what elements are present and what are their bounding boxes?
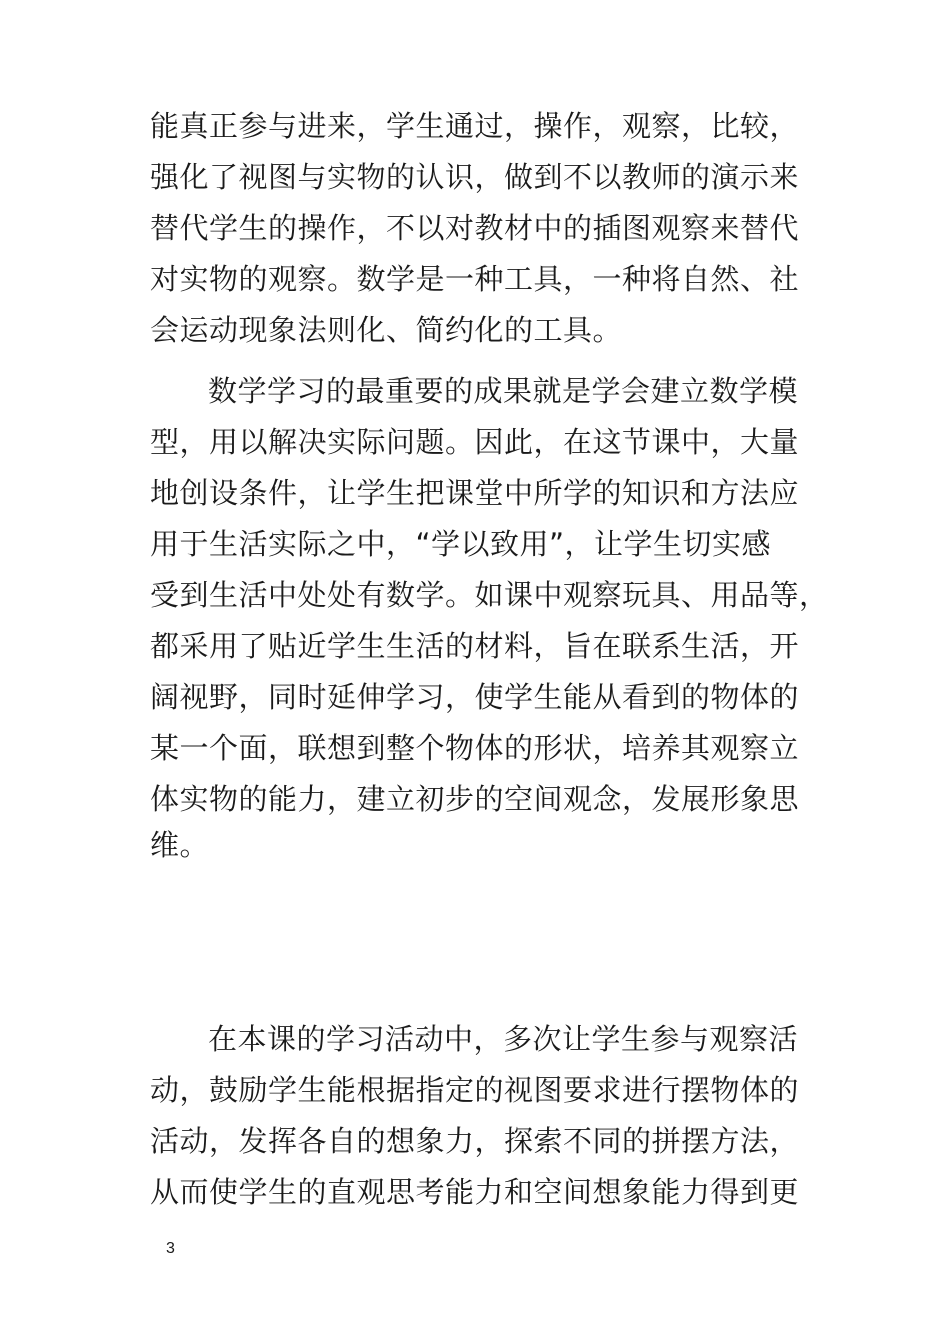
paragraph-3-line-4: 从而使学生的直观思考能力和空间想象能力得到更 (150, 1175, 800, 1209)
paragraph-2-line-2: 型，用以解决实际问题。因此，在这节课中，大量 (150, 425, 800, 459)
paragraph-1-line-2: 强化了视图与实物的认识，做到不以教师的演示来 (150, 160, 800, 194)
paragraph-2-line-1: 数学学习的最重要的成果就是学会建立数学模 (208, 374, 799, 408)
paragraph-2-line-5: 受到生活中处处有数学。如课中观察玩具、用品等， (150, 578, 829, 612)
paragraph-1-line-5: 会运动现象法则化、简约化的工具。 (150, 313, 623, 347)
paragraph-1-line-1: 能真正参与进来，学生通过，操作，观察，比较， (150, 109, 800, 143)
paragraph-3-line-2: 动，鼓励学生能根据指定的视图要求进行摆物体的 (150, 1073, 800, 1107)
paragraph-2-line-3: 地创设条件，让学生把课堂中所学的知识和方法应 (150, 476, 800, 510)
paragraph-1-line-4: 对实物的观察。数学是一种工具，一种将自然、社 (150, 262, 800, 296)
paragraph-3-line-3: 活动，发挥各自的想象力，探索不同的拼摆方法， (150, 1124, 800, 1158)
paragraph-2-line-4: 用于生活实际之中，“学以致用”，让学生切实感 (150, 527, 772, 561)
paragraph-2-line-6: 都采用了贴近学生生活的材料，旨在联系生活，开 (150, 629, 800, 663)
paragraph-1-line-3: 替代学生的操作，不以对教材中的插图观察来替代 (150, 211, 800, 245)
paragraph-2-line-8: 某一个面，联想到整个物体的形状，培养其观察立 (150, 731, 800, 765)
paragraph-3-line-1: 在本课的学习活动中，多次让学生参与观察活 (208, 1022, 799, 1056)
paragraph-2-line-9: 体实物的能力，建立初步的空间观念，发展形象思 (150, 782, 800, 816)
page-number: 3 (166, 1240, 175, 1257)
paragraph-2-line-10: 维。 (150, 828, 210, 862)
paragraph-2-line-7: 阔视野，同时延伸学习，使学生能从看到的物体的 (150, 680, 800, 714)
